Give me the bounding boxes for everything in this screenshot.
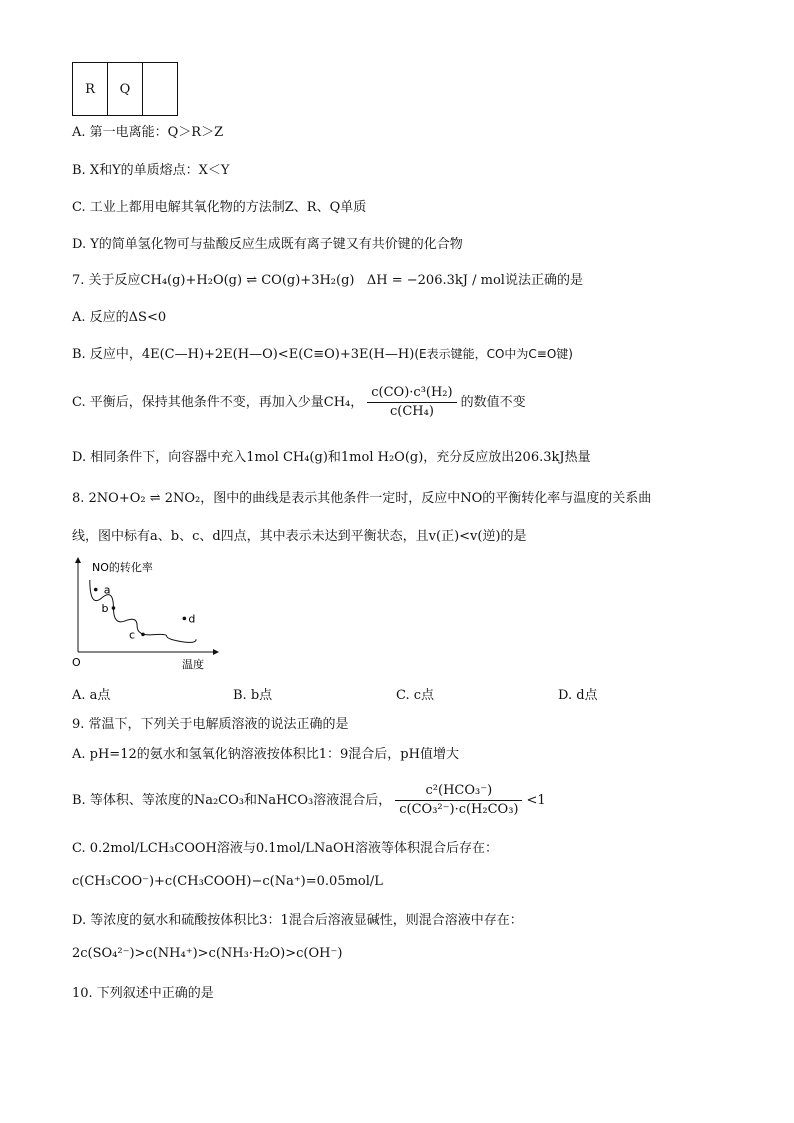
q8-option-b: B. b点 bbox=[233, 688, 273, 703]
origin-label: O bbox=[72, 656, 81, 669]
q7-option-c bbox=[72, 384, 526, 421]
point-b bbox=[112, 606, 116, 610]
q7-reaction: CH₄(g)+H₂O(g) ⇌ CO(g)+3H₂(g) bbox=[140, 273, 355, 288]
q8-stem-line1: 8. 2NO+O₂ ⇌ 2NO₂，图中的曲线是表示其他条件一定时，反应中NO的平衡转化率与温度的关系曲 bbox=[72, 491, 652, 506]
point-label-c: c bbox=[129, 628, 136, 642]
q7-b-expression: 4E(C—H)+2E(H—O)<E(C≡O)+3E(H—H) bbox=[141, 347, 415, 362]
table-cell-empty bbox=[143, 63, 178, 116]
q6-option-b: B. X和Y的单质熔点：X＜Y bbox=[72, 163, 230, 178]
q6-option-d: D. Y的简单氢化物可与盐酸反应生成既有离子键又有共价键的化合物 bbox=[72, 237, 463, 252]
y-axis-label: NO的转化率 bbox=[92, 561, 153, 574]
q6-option-a: A. 第一电离能：Q＞R＞Z bbox=[72, 125, 224, 140]
q7-c-prefix: C. 平衡后，保持其他条件不变，再加入少量CH₄， bbox=[72, 395, 364, 410]
q9-option-d: D. 等浓度的氨水和硫酸按体积比3：1混合后溶液显碱性，则混合溶液中存在： bbox=[72, 913, 523, 928]
q7-c-numerator: c(CO)·c³(H₂) bbox=[367, 384, 456, 403]
q7-enthalpy: ΔH = −206.3kJ / mol bbox=[366, 273, 505, 288]
table-cell-q: Q bbox=[108, 63, 143, 116]
q9-option-d-expression: 2c(SO₄²⁻)>c(NH₄⁺)>c(NH₃·H₂O)>c(OH⁻) bbox=[72, 946, 343, 961]
q7-stem-suffix: 说法正确的是 bbox=[504, 273, 583, 288]
table-cell-r: R bbox=[73, 63, 108, 116]
point-label-d: d bbox=[188, 612, 196, 626]
q10-stem: 10. 下列叙述中正确的是 bbox=[72, 986, 214, 1001]
q7-c-denominator: c(CH₄) bbox=[389, 404, 434, 419]
no-conversion-chart bbox=[70, 556, 220, 676]
q7-stem bbox=[72, 272, 583, 290]
q7-option-a: A. 反应的ΔS<0 bbox=[72, 310, 167, 325]
q9-option-a: A. pH=12的氨水和氢氧化钠溶液按体积比1：9混合后，pH值增大 bbox=[72, 747, 459, 762]
q9-b-denominator: c(CO₃²⁻)·c(H₂CO₃) bbox=[399, 802, 519, 817]
q7-stem-prefix: 7. 关于反应 bbox=[72, 273, 141, 288]
point-label-b: b bbox=[101, 602, 109, 615]
q7-b-prefix: B. 反应中， bbox=[72, 347, 142, 362]
q7-option-b bbox=[72, 345, 573, 364]
point-d bbox=[183, 617, 187, 621]
element-position-table bbox=[72, 62, 178, 116]
q9-b-suffix: <1 bbox=[526, 793, 546, 808]
q9-b-prefix: B. 等体积、等浓度的Na₂CO₃和NaHCO₃溶液混合后， bbox=[72, 793, 392, 808]
q7-b-note: (E表示键能，CO中为C≡O键) bbox=[414, 347, 573, 361]
q9-stem: 9. 常温下，下列关于电解质溶液的说法正确的是 bbox=[72, 717, 349, 732]
q7-option-d: D. 相同条件下，向容器中充入1mol CH₄(g)和1mol H₂O(g)，充分反应放出206.3kJ热量 bbox=[72, 450, 591, 465]
q8-stem-line2: 线，图中标有a、b、c、d四点，其中表示未达到平衡状态，且v(正)<v(逆)的是 bbox=[72, 529, 527, 544]
point-c bbox=[141, 633, 145, 637]
x-axis-label: 温度 bbox=[182, 658, 204, 671]
point-a bbox=[94, 588, 98, 592]
q9-b-fraction bbox=[395, 782, 522, 819]
q8-option-d: D. d点 bbox=[558, 688, 598, 703]
q9-b-numerator: c²(HCO₃⁻) bbox=[395, 782, 522, 801]
q9-option-c: C. 0.2mol/LCH₃COOH溶液与0.1mol/LNaOH溶液等体积混合后存在： bbox=[72, 841, 498, 856]
q7-c-suffix: 的数值不变 bbox=[460, 395, 526, 410]
point-label-a: a bbox=[103, 583, 111, 597]
q8-option-a: A. a点 bbox=[72, 688, 111, 703]
q9-option-c-expression: c(CH₃COO⁻)+c(CH₃COOH)−c(Na⁺)=0.05mol/L bbox=[72, 874, 383, 889]
q7-c-fraction bbox=[367, 384, 456, 421]
q9-option-b bbox=[72, 782, 546, 819]
q8-option-c: C. c点 bbox=[396, 688, 435, 703]
q6-option-c: C. 工业上都用电解其氧化物的方法制Z、R、Q单质 bbox=[72, 200, 367, 215]
